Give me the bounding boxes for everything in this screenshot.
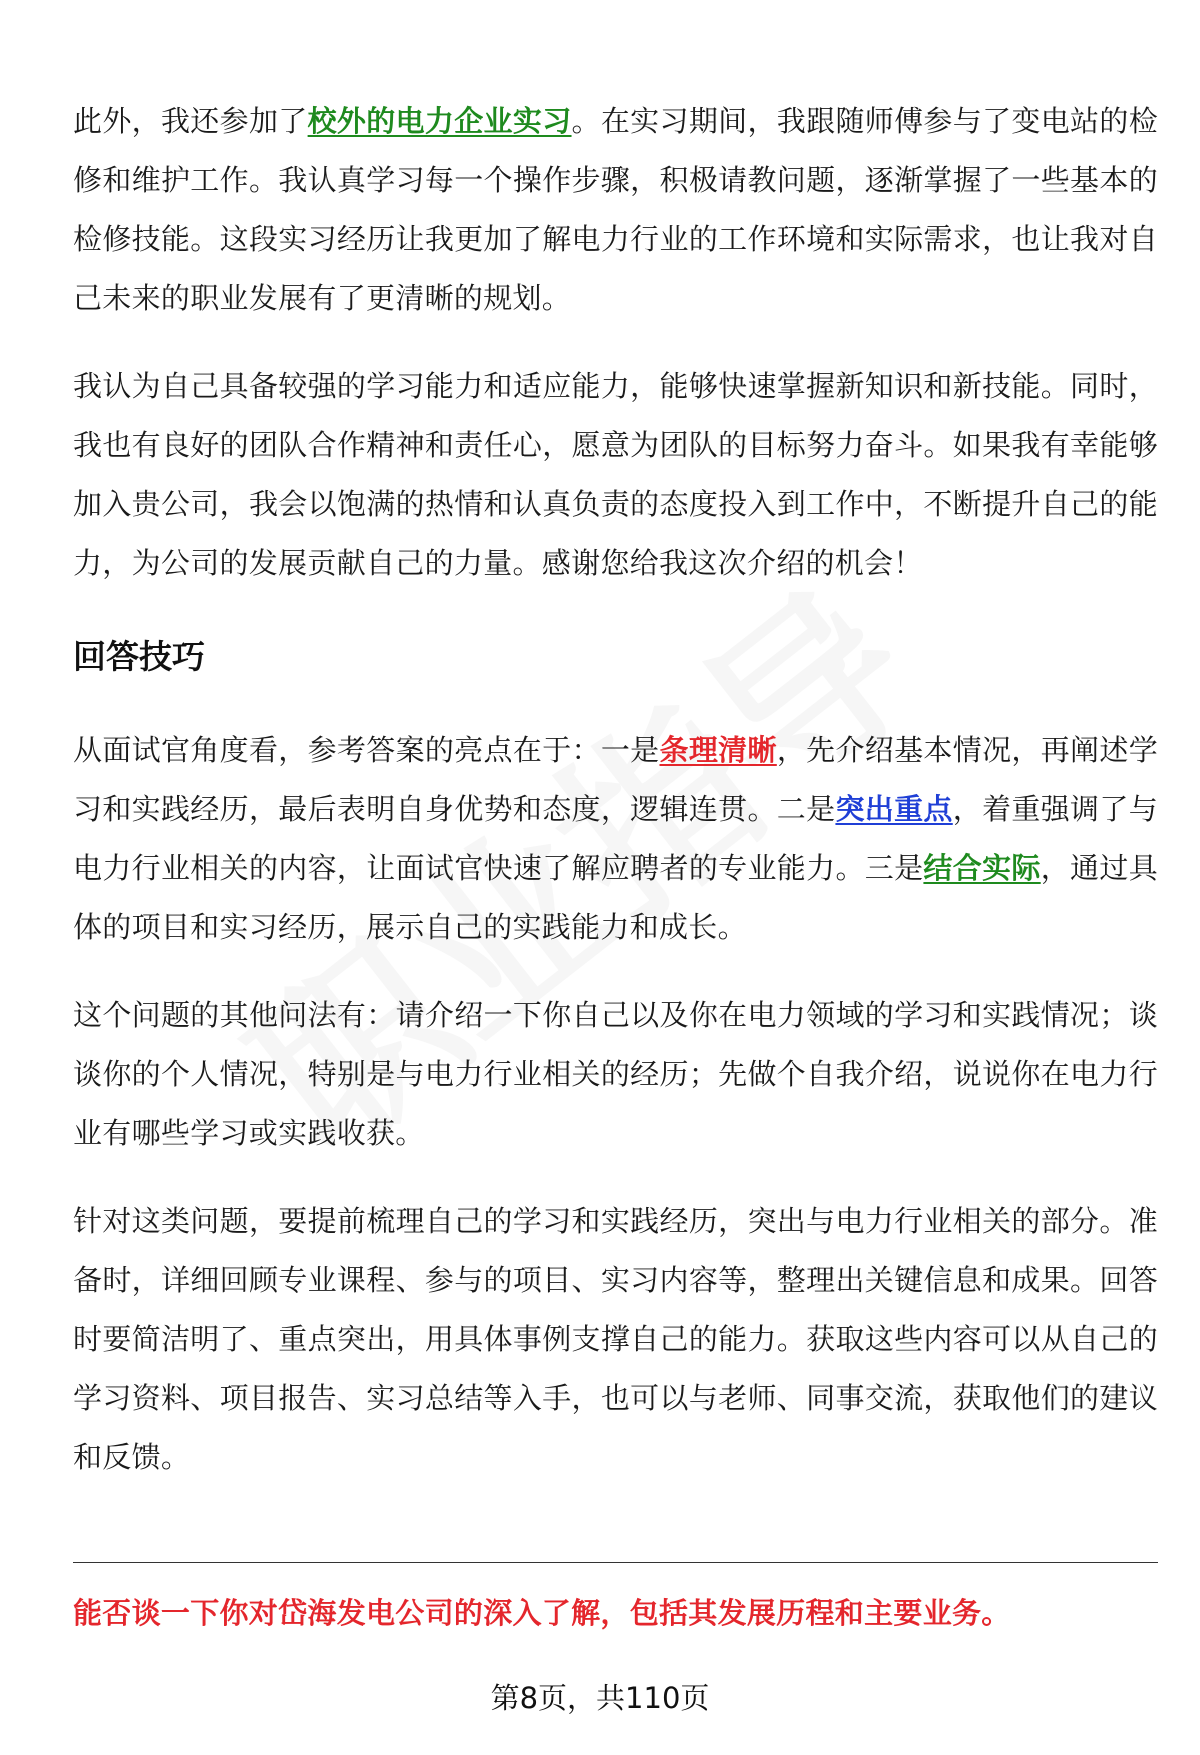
- document-body: [73, 92, 1158, 1516]
- divider: [73, 1562, 1158, 1563]
- text: 从面试官角度看，参考答案的亮点在于：一是: [73, 733, 660, 767]
- next-question: 能否谈一下你对岱海发电公司的深入了解，包括其发展历程和主要业务。: [73, 1596, 1011, 1630]
- page-number: 第8页，共110页: [490, 1681, 710, 1715]
- highlight-clear-structure: 条理清晰: [659, 733, 777, 767]
- paragraph-self-assessment: 我认为自己具备较强的学习能力和适应能力，能够快速掌握新知识和新技能。同时，我也有良好的团队合作精神和责任心，愿意为团队的目标努力奋斗。如果我有幸能够加入贵公司，我会以饱满的热情和认真负责的态度投入到工作中，不断提升自己的能力，为公司的发展贡献自己的力量。感谢您给我这次介绍的机会！: [73, 369, 1158, 580]
- text: 此外，我还参加了: [73, 104, 308, 138]
- paragraph-highlights: [73, 721, 1158, 957]
- highlight-practical: 结合实际: [923, 851, 1041, 885]
- paragraph-internship: [73, 92, 1158, 328]
- text: 。在实习期间，我跟随师傅参与了变电站的检修和维护工作。我认真学习每一个操作步骤，积极请教问题，逐渐掌握了一些基本的检修技能。这段实习经历让我更加了解电力行业的工作环境和实际需求，也让我对自己未来的职业发展有了更清晰的规划。: [73, 104, 1158, 315]
- paragraph-preparation-advice: 针对这类问题，要提前梳理自己的学习和实践经历，突出与电力行业相关的部分。准备时，详细回顾专业课程、参与的项目、实习内容等，整理出关键信息和成果。回答时要简洁明了、重点突出，用具体事例支撑自己的能力。获取这些内容可以从自己的学习资料、项目报告、实习总结等入手，也可以与老师、同事交流，获取他们的建议和反馈。: [73, 1204, 1158, 1474]
- paragraph-alternate-questions: 这个问题的其他问法有：请介绍一下你自己以及你在电力领域的学习和实践情况；谈谈你的个人情况，特别是与电力行业相关的经历；先做个自我介绍，说说你在电力行业有哪些学习或实践收获。: [73, 998, 1158, 1150]
- text: ，先介绍基本情况，再阐述学习和实践经历，最后表明自身优势和态度，逻辑连贯。二是: [73, 733, 1159, 826]
- highlight-focus: 突出重点: [835, 792, 953, 826]
- text: ，通过具体的项目和实习经历，展示自己的实践能力和成长。: [73, 851, 1159, 944]
- text: ，着重强调了与电力行业相关的内容，让面试官快速了解应聘者的专业能力。三是: [73, 792, 1158, 885]
- section-heading: 回答技巧: [73, 637, 205, 676]
- highlight-internship: 校外的电力企业实习: [307, 104, 572, 138]
